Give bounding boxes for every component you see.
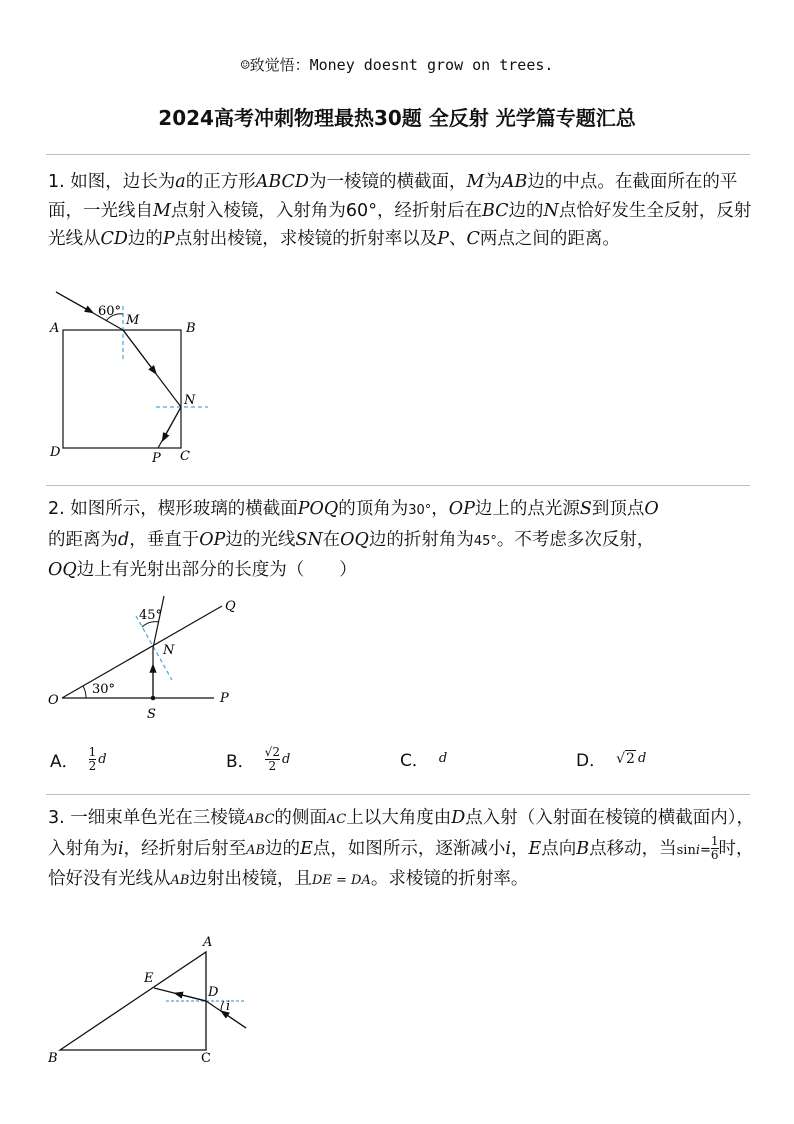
option-a[interactable]: A． $\frac{1}{2}$ d	[50, 745, 107, 773]
angle-45-label: 45°	[139, 608, 163, 623]
label-b: B	[48, 1051, 58, 1066]
figure-1-square-prism	[46, 288, 216, 468]
label-d: D	[50, 445, 61, 460]
label-e: E	[144, 971, 154, 986]
question-number: 1.	[48, 172, 65, 192]
label-q: Q	[225, 599, 236, 614]
label-a: A	[50, 321, 60, 336]
label-n: N	[163, 643, 175, 658]
label-d: D	[208, 985, 219, 1000]
question-number: 2.	[48, 499, 65, 519]
question-1: 1. 如图，边长为a的正方形ABCD为一棱镜的横截面，M为AB边的中点。在截面所在的平面，一光线自M点射入棱镜，入射角为60°，经折射后在BC边的N点恰好发生全反射，反射光线从CD边的P点射出棱镜，求棱镜的折射率以及P、C两点之间的距离。	[48, 172, 752, 249]
page-title: 2024高考冲刺物理最热30题 全反射 光学篇专题汇总	[158, 106, 636, 130]
label-i: i	[226, 999, 231, 1014]
label-m: M	[126, 313, 140, 328]
question-number: 3.	[48, 808, 65, 828]
label-s: S	[147, 707, 156, 722]
triangle-abc	[60, 952, 206, 1050]
label-o: O	[48, 693, 59, 708]
option-c[interactable]: C． d	[400, 751, 448, 771]
label-a: A	[203, 935, 213, 950]
option-b[interactable]: B． $\frac{√2}{2}$ d	[226, 745, 291, 773]
label-c: C	[180, 449, 190, 464]
divider	[46, 485, 750, 486]
angle-30-label: 30°	[92, 682, 116, 697]
label-c: C	[201, 1051, 211, 1066]
label-b: B	[186, 321, 196, 336]
divider	[46, 794, 750, 795]
question-2: 2. 如图所示，楔形玻璃的横截面POQ的顶角为30°，OP边上的点光源S到顶点O 的距离为d，垂直于OP边的光线SN在OQ边的折射角为45°。不考虑多次反射， OQ边上有光射出部分的长度为（ ）	[48, 499, 659, 580]
angle-label: 60°	[98, 304, 122, 319]
square-abcd	[63, 330, 181, 448]
option-d[interactable]: D． √2 d	[576, 750, 647, 771]
figure-3-triangle-prism	[46, 932, 266, 1067]
divider	[46, 154, 750, 155]
label-p: P	[220, 691, 229, 706]
label-p: P	[152, 451, 161, 466]
question-3: 3. 一细束单色光在三棱镜ABC的侧面AC上以大角度由D点入射（入射面在棱镜的横截面内），入射角为i，经折射后射至AB边的E点，如图所示，逐渐减小i，E点向B点移动，当sini= $\frac{1}{6}$ 时，恰好没有光线从AB边射出棱镜，且DE = DA。求棱镜的折射率。	[48, 808, 755, 889]
figure-2-wedge	[46, 596, 246, 726]
point-s	[151, 696, 156, 701]
label-n: N	[184, 393, 196, 408]
motto: ☺致觉悟：Money doesnt grow on trees.	[240, 56, 554, 74]
